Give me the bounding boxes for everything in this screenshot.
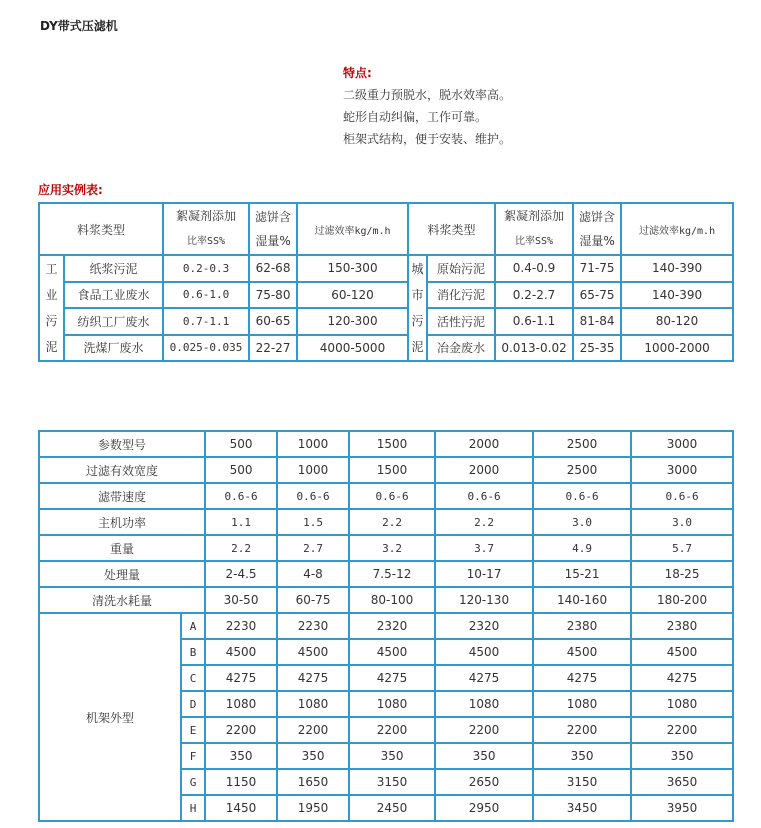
spec-value: 1000: [277, 457, 349, 483]
spec-value: 60-75: [277, 587, 349, 613]
cake-moisture: 60-65: [249, 308, 297, 335]
spec-value: 2.2: [435, 509, 533, 535]
spec-value: 18-25: [631, 561, 733, 587]
flocculant-ratio: 0.2-2.7: [495, 282, 573, 309]
spec-value: 3.7: [435, 535, 533, 561]
header-text: 比率SS%: [515, 236, 554, 247]
frame-value: 2200: [205, 717, 277, 743]
frame-value: 1450: [205, 795, 277, 821]
group-char: 市: [411, 288, 424, 302]
frame-value: 2200: [277, 717, 349, 743]
group-char: 城: [411, 262, 424, 276]
frame-value: 4500: [277, 639, 349, 665]
slurry-type: 食品工业废水: [64, 282, 163, 309]
frame-letter: A: [181, 613, 205, 639]
slurry-type: 纸浆污泥: [64, 255, 163, 282]
filter-efficiency: 140-390: [621, 255, 733, 282]
spec-value: 2500: [533, 431, 631, 457]
frame-value: 3650: [631, 769, 733, 795]
frame-value: 2450: [349, 795, 435, 821]
spec-value: 0.6-6: [205, 483, 277, 509]
frame-value: 2320: [349, 613, 435, 639]
features-heading: 特点:: [343, 66, 372, 80]
frame-value: 4275: [435, 665, 533, 691]
frame-value: 2380: [533, 613, 631, 639]
spec-value: 1.1: [205, 509, 277, 535]
spec-value: 1.5: [277, 509, 349, 535]
feature-line: 二级重力预脱水，脱水效率高。: [343, 88, 512, 102]
frame-value: 350: [631, 743, 733, 769]
table-row: [39, 282, 733, 309]
frame-value: 2200: [631, 717, 733, 743]
frame-value: 3150: [349, 769, 435, 795]
feature-line: 蛇形自动纠偏，工作可靠。: [343, 110, 488, 124]
slurry-type: 原始污泥: [427, 255, 495, 282]
spec-value: 2000: [435, 457, 533, 483]
frame-value: 1080: [205, 691, 277, 717]
header-efficiency: 过滤效率kg/m.h: [621, 203, 733, 255]
group-char: 泥: [411, 340, 424, 354]
header-cake-moisture: [249, 203, 297, 255]
table-row: [39, 255, 733, 282]
cake-moisture: 71-75: [573, 255, 621, 282]
group-char: 污: [411, 314, 424, 328]
header-text: 滤饼含: [579, 210, 616, 224]
table-row: [39, 431, 733, 457]
flocculant-ratio: 0.7-1.1: [163, 308, 249, 335]
header-text: 湿量%: [255, 234, 291, 248]
frame-value: 350: [533, 743, 631, 769]
spec-label: 参数型号: [39, 431, 205, 457]
filter-efficiency: 120-300: [297, 308, 408, 335]
frame-value: 3950: [631, 795, 733, 821]
spec-value: 80-100: [349, 587, 435, 613]
frame-value: 1950: [277, 795, 349, 821]
table-row: [39, 535, 733, 561]
slurry-type: 消化污泥: [427, 282, 495, 309]
header-slurry-type: 料浆类型: [408, 203, 495, 255]
feature-line: 柜架式结构，便于安装、维护。: [343, 132, 512, 146]
group-industrial-sludge: 工业污泥: [39, 255, 64, 361]
spec-value: 4-8: [277, 561, 349, 587]
spec-value: 3.0: [631, 509, 733, 535]
frame-value: 2200: [349, 717, 435, 743]
frame-value: 4500: [435, 639, 533, 665]
filter-efficiency: 4000-5000: [297, 335, 408, 362]
slurry-type: 洗煤厂废水: [64, 335, 163, 362]
header-flocculant: [495, 203, 573, 255]
frame-value: 3150: [533, 769, 631, 795]
table-row: [39, 483, 733, 509]
header-text: 滤饼含: [255, 210, 292, 224]
spec-value: 180-200: [631, 587, 733, 613]
spec-value: 2000: [435, 431, 533, 457]
frame-value: 4275: [349, 665, 435, 691]
flocculant-ratio: 0.013-0.02: [495, 335, 573, 362]
spec-value: 120-130: [435, 587, 533, 613]
frame-value: 4500: [349, 639, 435, 665]
header-text: 絮凝剂添加: [504, 209, 565, 223]
spec-value: 3.2: [349, 535, 435, 561]
filter-efficiency: 140-390: [621, 282, 733, 309]
spec-value: 7.5-12: [349, 561, 435, 587]
frame-value: 2380: [631, 613, 733, 639]
table-row: [39, 335, 733, 362]
spec-value: 2-4.5: [205, 561, 277, 587]
frame-letter: B: [181, 639, 205, 665]
frame-letter: E: [181, 717, 205, 743]
cake-moisture: 22-27: [249, 335, 297, 362]
frame-value: 2950: [435, 795, 533, 821]
features-block: [343, 62, 511, 150]
header-cake-moisture: [573, 203, 621, 255]
cake-moisture: 62-68: [249, 255, 297, 282]
slurry-type: 纺织工厂废水: [64, 308, 163, 335]
spec-value: 3000: [631, 431, 733, 457]
frame-value: 350: [205, 743, 277, 769]
spec-label: 滤带速度: [39, 483, 205, 509]
frame-value: 4275: [205, 665, 277, 691]
frame-value: 350: [349, 743, 435, 769]
spec-value: 2.2: [205, 535, 277, 561]
spec-value: 0.6-6: [349, 483, 435, 509]
frame-value: 1650: [277, 769, 349, 795]
cake-moisture: 25-35: [573, 335, 621, 362]
frame-letter: D: [181, 691, 205, 717]
spec-value: 2500: [533, 457, 631, 483]
spec-value: 3.0: [533, 509, 631, 535]
spec-value: 0.6-6: [277, 483, 349, 509]
frame-dimensions-label: 机架外型: [39, 613, 181, 821]
frame-value: 2200: [435, 717, 533, 743]
header-flocculant: [163, 203, 249, 255]
header-slurry-type: 料浆类型: [39, 203, 163, 255]
frame-value: 350: [435, 743, 533, 769]
table-row: [39, 587, 733, 613]
header-efficiency: 过滤效率kg/m.h: [297, 203, 408, 255]
spec-value: 500: [205, 457, 277, 483]
frame-value: 4500: [631, 639, 733, 665]
frame-value: 1150: [205, 769, 277, 795]
frame-value: 4275: [533, 665, 631, 691]
table-row: [39, 308, 733, 335]
spec-label: 处理量: [39, 561, 205, 587]
frame-letter: G: [181, 769, 205, 795]
frame-value: 2230: [277, 613, 349, 639]
cake-moisture: 81-84: [573, 308, 621, 335]
flocculant-ratio: 0.2-0.3: [163, 255, 249, 282]
spec-value: 30-50: [205, 587, 277, 613]
application-header-row: [39, 203, 733, 255]
filter-efficiency: 80-120: [621, 308, 733, 335]
page-title: DY带式压滤机: [40, 19, 118, 33]
spec-value: 0.6-6: [631, 483, 733, 509]
frame-value: 4275: [631, 665, 733, 691]
spec-value: 10-17: [435, 561, 533, 587]
spec-value: 1500: [349, 431, 435, 457]
flocculant-ratio: 0.6-1.0: [163, 282, 249, 309]
application-table-title: 应用实例表:: [38, 183, 103, 197]
spec-value: 1000: [277, 431, 349, 457]
slurry-type: 活性污泥: [427, 308, 495, 335]
frame-value: 1080: [435, 691, 533, 717]
spec-label: 主机功率: [39, 509, 205, 535]
frame-value: 1080: [631, 691, 733, 717]
frame-value: 1080: [533, 691, 631, 717]
frame-value: 4500: [205, 639, 277, 665]
spec-label: 清洗水耗量: [39, 587, 205, 613]
table-row: [39, 613, 733, 639]
filter-efficiency: 1000-2000: [621, 335, 733, 362]
flocculant-ratio: 0.4-0.9: [495, 255, 573, 282]
table-row: [39, 457, 733, 483]
table-row: [39, 561, 733, 587]
spec-value: 2.2: [349, 509, 435, 535]
spec-label: 过滤有效宽度: [39, 457, 205, 483]
frame-letter: C: [181, 665, 205, 691]
cake-moisture: 75-80: [249, 282, 297, 309]
table-row: [39, 509, 733, 535]
spec-value: 4.9: [533, 535, 631, 561]
spec-value: 0.6-6: [533, 483, 631, 509]
flocculant-ratio: 0.6-1.1: [495, 308, 573, 335]
frame-value: 3450: [533, 795, 631, 821]
header-text: 湿量%: [579, 234, 615, 248]
spec-table: [38, 430, 734, 822]
flocculant-ratio: 0.025-0.035: [163, 335, 249, 362]
frame-value: 4275: [277, 665, 349, 691]
frame-letter: F: [181, 743, 205, 769]
spec-value: 15-21: [533, 561, 631, 587]
frame-value: 2230: [205, 613, 277, 639]
filter-efficiency: 60-120: [297, 282, 408, 309]
group-municipal-sludge: [408, 255, 427, 361]
spec-value: 140-160: [533, 587, 631, 613]
frame-value: 2200: [533, 717, 631, 743]
frame-value: 4500: [533, 639, 631, 665]
header-text: 比率SS%: [186, 236, 226, 247]
application-table: [38, 202, 734, 362]
spec-value: 0.6-6: [435, 483, 533, 509]
frame-value: 2650: [435, 769, 533, 795]
spec-label: 重量: [39, 535, 205, 561]
spec-value: 5.7: [631, 535, 733, 561]
frame-value: 1080: [349, 691, 435, 717]
frame-letter: H: [181, 795, 205, 821]
frame-value: 2320: [435, 613, 533, 639]
spec-value: 500: [205, 431, 277, 457]
frame-value: 350: [277, 743, 349, 769]
filter-efficiency: 150-300: [297, 255, 408, 282]
header-text: 絮凝剂添加: [176, 209, 237, 223]
spec-value: 3000: [631, 457, 733, 483]
slurry-type: 冶金废水: [427, 335, 495, 362]
cake-moisture: 65-75: [573, 282, 621, 309]
spec-value: 1500: [349, 457, 435, 483]
frame-value: 1080: [277, 691, 349, 717]
spec-value: 2.7: [277, 535, 349, 561]
